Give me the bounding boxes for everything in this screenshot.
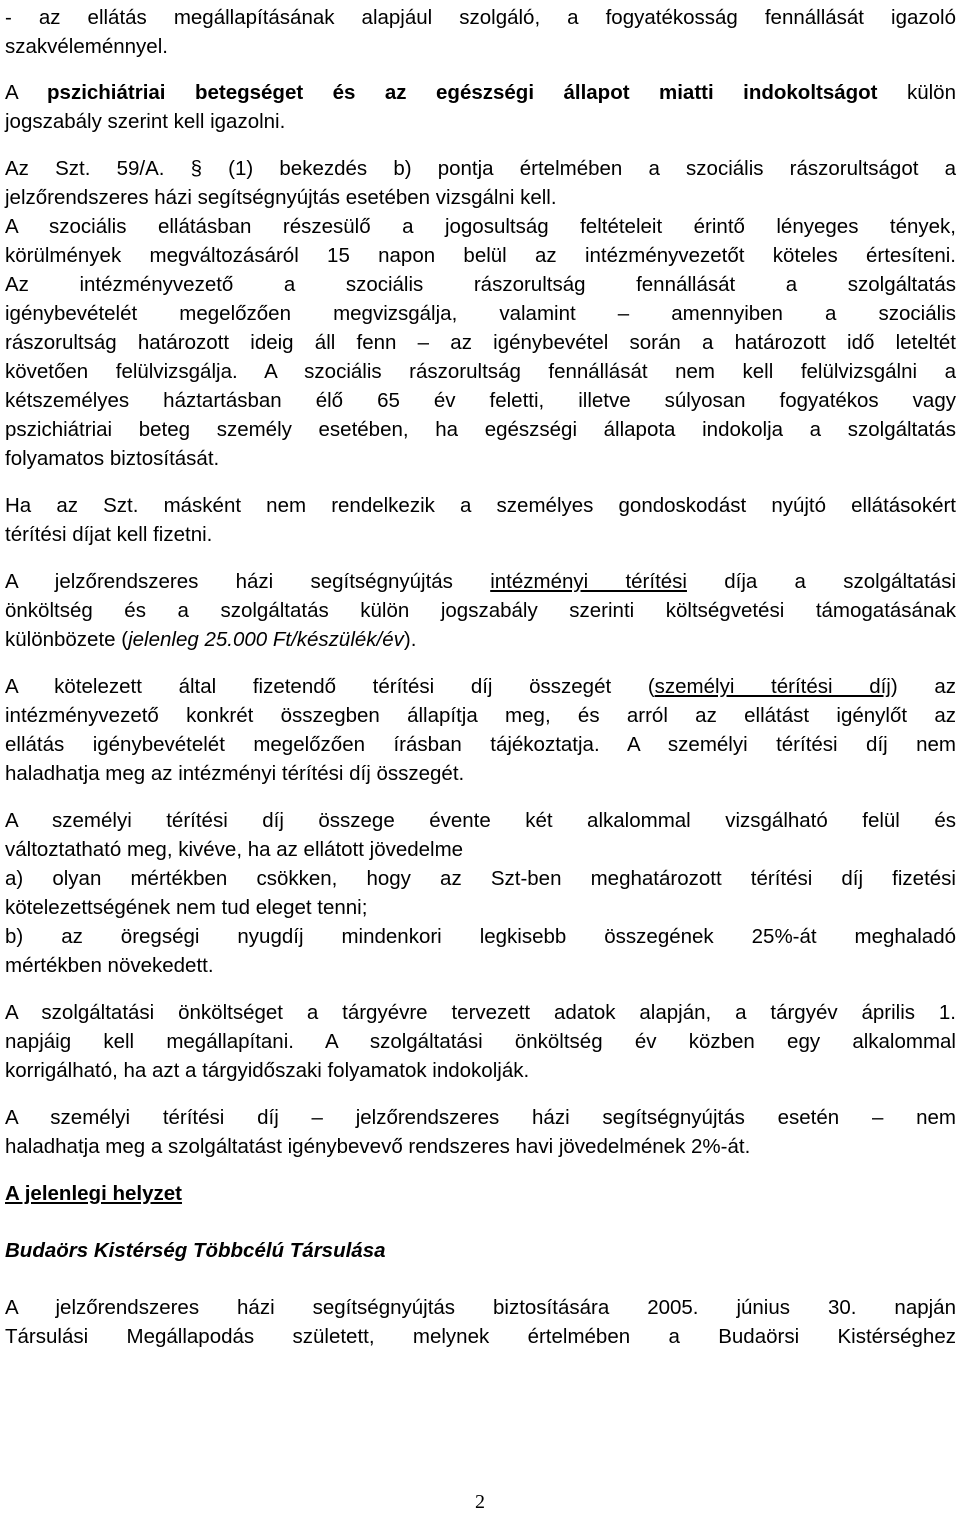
paragraph-fee-obligation [5,491,956,549]
text-line: folyamatos biztosítását. [5,447,220,470]
text-line: szakvéleménnyel. [5,35,168,58]
paragraph-opinion [5,3,956,61]
text-line: haladhatja meg a szolgáltatást igénybevevő rendszeres havi jövedelmének 2%-át. [5,1135,751,1158]
text-line: önköltség és a szolgáltatás külön jogszabály szerinti költségvetési támogatásának [5,599,956,622]
paragraph-personal-fee [5,672,956,788]
text-line: Az Szt. 59/A. § (1) bekezdés b) pontja értelmében a szociális rászorultságot a [5,157,956,180]
text-line: intézményvezető konkrét összegben állapítja meg, és arról az ellátást igénylőt az [5,704,956,727]
subsection-title: Budaörs Kistérség Többcélú Társulása [5,1239,386,1262]
text-line: pszichiátriai beteg személy esetében, ha egészségi állapota indokolja a szolgáltatás [5,418,956,441]
text-line: mértékben növekedett. [5,954,214,977]
text-line: a) olyan mértékben csökken, hogy az Szt-ben meghatározott térítési díj fizetési [5,867,956,890]
text-line [5,672,956,701]
text-line [5,625,956,654]
text-run: ) az [890,675,956,698]
text-line: - az ellátás megállapításának alapjául szolgáló, a fogyatékosság fennállását igazoló [5,6,956,29]
text-line: Ha az Szt. másként nem rendelkezik a személyes gondoskodást nyújtó ellátásokért [5,494,956,517]
text-run: A [5,81,48,104]
text-line: A jelzőrendszeres házi segítségnyújtás biztosítására 2005. június 30. napján [5,1296,956,1319]
text-line: Társulási Megállapodás született, melynek értelmében a Budaörsi Kistérséghez [5,1325,956,1348]
text-line: kétszemélyes háztartásban élő 65 év feletti, illetve súlyosan fogyatékos vagy [5,389,956,412]
section-title: A jelenlegi helyzet [5,1182,182,1205]
paragraph-income-limit [5,1103,956,1161]
text-line: ellátás igénybevételét megelőzően írásban tájékoztatja. A személyi térítési díj nem [5,733,956,756]
underlined-text: intézményi térítési [490,570,687,593]
text-line [5,78,956,107]
text-line: b) az öregségi nyugdíj mindenkori legkisebb összegének 25%-át meghaladó [5,925,956,948]
text-run: különbözete ( [5,628,129,651]
text-line: kötelezettségének nem tud eleget tenni; [5,896,368,919]
text-line: térítési díjat kell fizetni. [5,523,213,546]
subsection-heading [5,1236,956,1265]
text-line: A szolgáltatási önköltséget a tárgyévre tervezett adatok alapján, a tárgyév április 1. [5,1001,956,1024]
text-run: díja a szolgáltatási [686,570,957,593]
text-line: A személyi térítési díj – jelzőrendszeres házi segítségnyújtás esetén – nem [5,1106,956,1129]
paragraph-fee-review [5,806,956,980]
paragraph-szt-59a [5,154,956,473]
section-heading [5,1179,956,1208]
text-run: ). [403,628,417,651]
text-line: napjáig kell megállapítani. A szolgáltatási önköltség év közben egy alkalommal [5,1030,956,1053]
text-line: jogszabály szerint kell igazolni. [5,110,286,133]
paragraph-institutional-fee [5,567,956,654]
text-line: jelzőrendszeres házi segítségnyújtás esetében vizsgálni kell. [5,186,557,209]
text-line: haladhatja meg az intézményi térítési díj összegét. [5,762,465,785]
text-run: A jelzőrendszeres házi segítségnyújtás [5,570,491,593]
italic-text: jelenleg 25.000 Ft/készülék/év [128,628,404,651]
bold-text: pszichiátriai betegséget és az egészségi állapot miatti indokoltságot [47,81,878,104]
text-line: követően felülvizsgálja. A szociális rászorultság fennállását nem kell felülvizsgálni a [5,360,956,383]
text-line: igénybevételét megelőzően megvizsgálja, valamint – amennyiben a szociális [5,302,956,325]
paragraph-service-cost [5,998,956,1085]
paragraph-psychiatric [5,78,956,136]
text-line [5,567,956,596]
underlined-text: személyi térítési díj [654,675,891,698]
paragraph-agreement [5,1293,956,1351]
text-run: külön [877,81,956,104]
page-number: 2 [475,1491,485,1513]
text-line: Az intézményvezető a szociális rászorultság fennállását a szolgáltatás [5,273,956,296]
text-line: korrigálható, ha azt a tárgyidőszaki folyamatok indokolják. [5,1059,530,1082]
text-line: A szociális ellátásban részesülő a jogosultság feltételeit érintő lényeges tények, [5,215,956,238]
text-run: A kötelezett által fizetendő térítési díj összegét ( [5,675,655,698]
text-line: változtatható meg, kivéve, ha az ellátott jövedelme [5,838,464,861]
text-line: rászorultság határozott ideig áll fenn – az igénybevétel során a határozott idő leteltét [5,331,956,354]
text-line: A személyi térítési díj összege évente két alkalommal vizsgálható felül és [5,809,956,832]
text-line: körülmények megváltozásáról 15 napon belül az intézményvezetőt köteles értesíteni. [5,244,956,267]
